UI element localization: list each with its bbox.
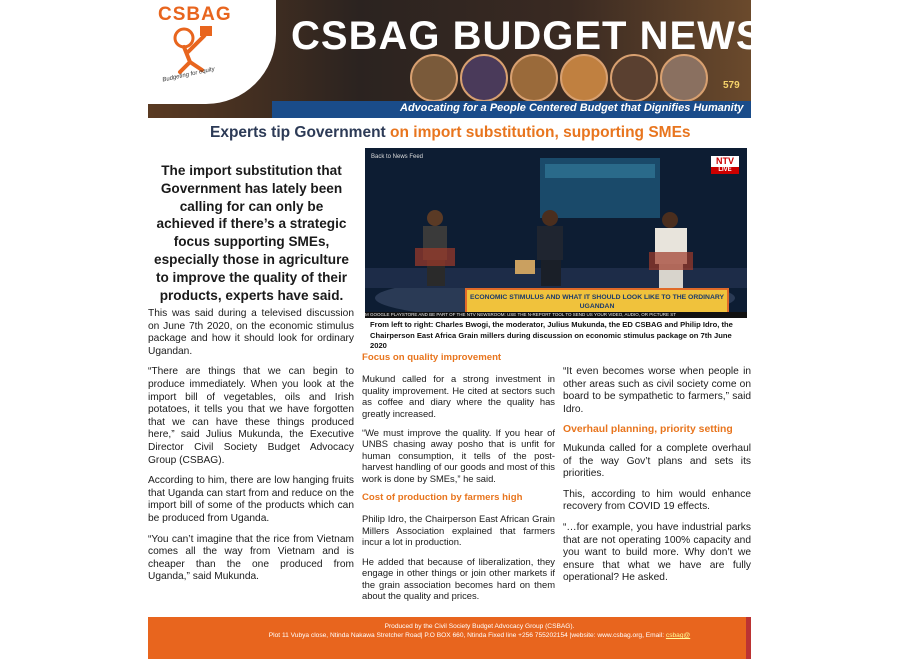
- subheading: Cost of production by farmers high: [362, 492, 523, 504]
- tv-banner-text: ECONOMIC STIMULUS AND WHAT IT SHOULD LOOK LIKE TO THE ORDINARY UGANDAN: [469, 294, 725, 310]
- ntv-text: NTV: [716, 156, 734, 166]
- masthead-title: CSBAG BUDGET NEWS: [291, 14, 764, 58]
- paragraph: He added that because of liberalization, they engage in other things or join other markets if the grain association becomes hard on them about the quality and prices.: [362, 555, 555, 601]
- masthead-photo: [660, 54, 708, 102]
- photo-caption: From left to right: Charles Bwogi, the moderator, Julius Mukunda, the ED CSBAG and Philip Idro, the Chairperson East Africa Grain millers during discussion on economic stimulus package on 7th June 2020: [370, 320, 733, 351]
- live-badge: LIVE: [711, 167, 739, 174]
- logo-tagline: Budgeting for equity: [161, 66, 216, 84]
- paragraph: “There are things that we can begin to produce immediately. When you look at the import bill of vegetables, oils and Irish potatoes, it tells you that we have forgotten that we can have these things produced here,” said Julius Mukunda, the Executive Director Civil Society Budget Advocacy Group (CSBAG).: [148, 366, 354, 466]
- masthead-photo-strip: [410, 54, 740, 102]
- paragraph: Philip Idro, the Chairperson East African Grain Millers Association explained that farmers incur a lot in production.: [362, 513, 555, 548]
- paragraph: “It even becomes worse when people in other areas such as civil society come on board to be sympathetic to farmers,” said Idro.: [563, 366, 751, 415]
- slogan: Advocating for a People Centered Budget that Dignifies Humanity: [400, 102, 744, 114]
- column-2: [362, 352, 555, 609]
- column-1: [148, 308, 354, 592]
- footer-contacts: [208, 632, 751, 639]
- paragraph: Mukund called for a strong investment in quality improvement. He cited at sectors such as coffee and diary where the quality has greatly increased.: [362, 373, 555, 419]
- headline-part-1: Experts tip Government: [210, 124, 386, 141]
- article-photo: [365, 148, 747, 318]
- subheading: Overhaul planning, priority setting: [563, 424, 733, 436]
- paragraph: Mukunda called for a complete overhaul of the way Gov’t plans and sets its priorities.: [563, 442, 751, 480]
- paragraph: “…for example, you have industrial parks that are not operating 100% capacity and you want to build more. Why don’t we ensure that what we have are fully operational? He asked.: [563, 521, 751, 584]
- issue-number: 579: [723, 80, 740, 91]
- footer-address: Plot 11 Vubya close, Ntinda Nakawa Stretcher Road| P.O BOX 660, Ntinda Fixed line +256 755202154 |website: www.csbag.org, Email:: [268, 632, 665, 639]
- newsletter-page: [148, 0, 764, 660]
- tv-ticker: M GOOGLE PLAYSTORE AND BE PART OF THE NTV NEWSROOM: USE THE N-REPORT TOOL TO SEND US YOUR VIDEO, AUDIO, OR PICTURE ST: [365, 312, 747, 318]
- masthead-photo: [560, 54, 608, 102]
- footer-producer: Produced by the Civil Society Budget Advocacy Group (CSBAG).: [384, 623, 575, 630]
- paragraph: “You can’t imagine that the rice from Vietnam comes all the way from Vietnam and is cheaper than the one produced from Uganda,” said Mukunda.: [148, 533, 354, 583]
- article-lead: The import substitution that Government has lately been calling for can only be achieved if there’s a strategic focus supporting SMEs, especially those in agriculture to improve the quality of their products, experts have said.: [154, 163, 349, 303]
- masthead-photo: [510, 54, 558, 102]
- masthead-photo: [460, 54, 508, 102]
- subheading: Focus on quality improvement: [362, 352, 502, 363]
- footer-edge: [746, 617, 751, 659]
- logo-text: CSBAG: [158, 4, 232, 25]
- paragraph: This was said during a televised discussion on June 7th 2020, on the economic stimulus package and how it should look for ordinary Ugandan.: [148, 308, 354, 357]
- paragraph: This, according to him would enhance recovery from COVID 19 effects.: [563, 488, 751, 513]
- back-to-feed-label: Back to News Feed: [371, 154, 424, 160]
- masthead-photo: [410, 54, 458, 102]
- ntv-logo: [711, 156, 739, 174]
- paragraph: “We must improve the quality. If you hear of UNBS chasing away posho that is unfit for human consumption, it tells of the post-harvest handling of our goods and most of this work is done by SMEs,” he said.: [362, 427, 555, 484]
- column-3: [563, 366, 751, 593]
- headline-part-2: on import substitution, supporting SMEs: [385, 124, 691, 141]
- footer-email-link[interactable]: csbag@: [665, 632, 691, 639]
- masthead-photo: [610, 54, 658, 102]
- article-headline: [210, 124, 691, 142]
- paragraph: According to him, there are low hanging fruits that Uganda can start from and reduce on the import bill of some of the products which can be produced from Uganda.: [148, 475, 354, 524]
